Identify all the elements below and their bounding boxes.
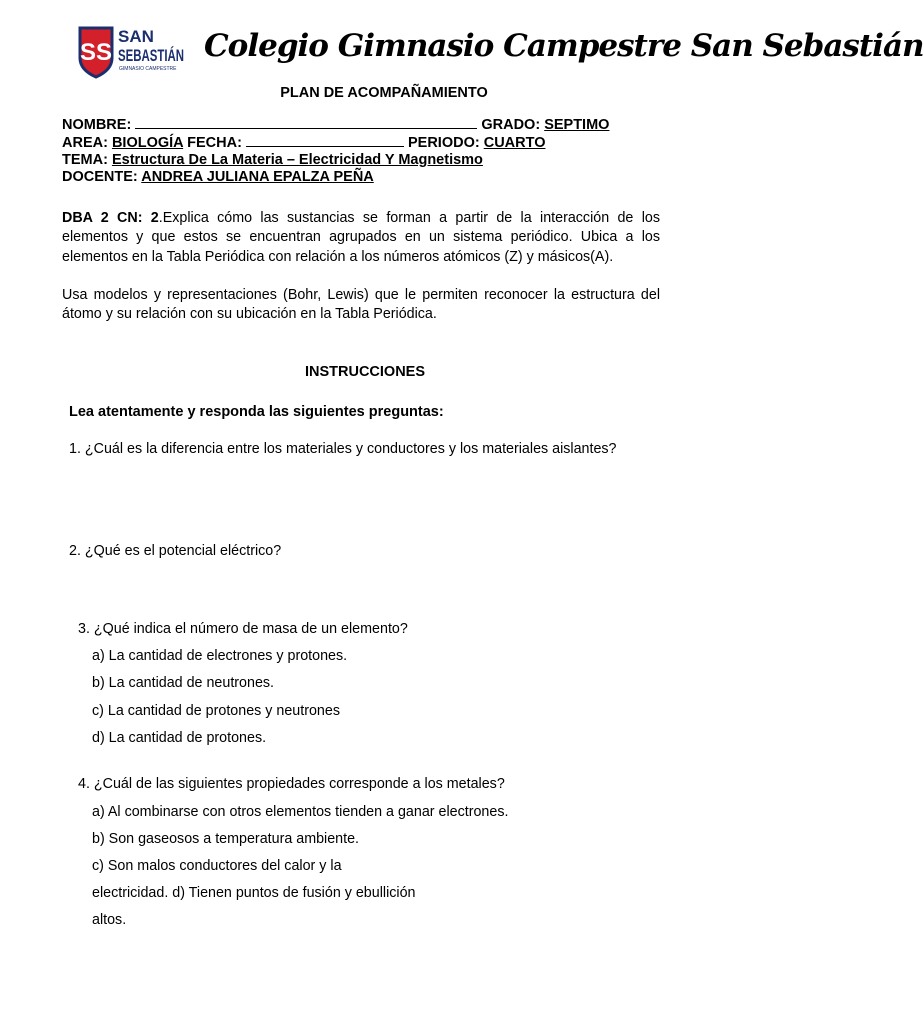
docente-value: ANDREA JULIANA EPALZA PEÑA (141, 169, 374, 185)
question-1: 1. ¿Cuál es la diferencia entre los materiales y conductores y los materiales aislantes? (69, 441, 617, 457)
field-line-docente (62, 168, 374, 186)
field-line-area (62, 133, 545, 152)
question-4-line-1: a) Al combinarse con otros elementos tienden a ganar electrones. (92, 804, 509, 820)
school-crest-icon (76, 24, 186, 80)
question-3-option-b: b) La cantidad de neutrones. (92, 675, 275, 691)
dba-paragraph-2: Usa modelos y representaciones (Bohr, Lewis) que le permiten reconocer la estructura del átomo y su relación con su ubicación en la Tabla Periódica. (62, 287, 660, 323)
periodo-label: PERIODO: (407, 135, 480, 151)
question-4-line-5: altos. (92, 912, 127, 928)
docente-label: DOCENTE: (62, 169, 138, 185)
question-4-line-2: b) Son gaseosos a temperatura ambiente. (92, 831, 360, 847)
area-value: BIOLOGÍA (111, 135, 184, 151)
question-3-option-a: a) La cantidad de electrones y protones. (92, 648, 348, 664)
area-label: AREA: (62, 135, 108, 151)
dba-text-1: .Explica cómo las sustancias se forman a partir de la interacción de los elementos y que estos se encuentran agrupados en un sistema periódico. Ubica a los elementos en la Tabla Periódica con relación a los números atómicos (Z) y másicos(A). (62, 210, 660, 265)
grado-label: GRADO: (481, 117, 541, 133)
dba-label: DBA 2 CN: 2 (62, 210, 159, 226)
instructions-intro: Lea atentamente y responda las siguientes preguntas: (69, 404, 444, 420)
school-name: Colegio Gimnasio Campestre San Sebastián (204, 28, 924, 64)
nombre-blank (135, 115, 477, 129)
document-title: PLAN DE ACOMPAÑAMIENTO (280, 85, 488, 101)
dba-paragraph (62, 209, 660, 267)
periodo-value: CUARTO (483, 135, 546, 151)
question-3: 3. ¿Qué indica el número de masa de un elemento? (78, 621, 408, 637)
nombre-label: NOMBRE: (62, 117, 132, 133)
fecha-label: FECHA: (187, 135, 242, 151)
question-3-option-d: d) La cantidad de protones. (92, 730, 267, 746)
question-4: 4. ¿Cuál de las siguientes propiedades corresponde a los metales? (78, 776, 505, 792)
question-3-option-c: c) La cantidad de protones y neutrones (92, 703, 340, 719)
question-4-line-4: electricidad. d) Tienen puntos de fusión y ebullición (92, 885, 416, 901)
logo-text-line1: SAN (118, 27, 154, 46)
logo-text-line2: SEBASTIÁN (118, 46, 184, 65)
question-2: 2. ¿Qué es el potencial eléctrico? (69, 543, 282, 559)
grado-value: SEPTIMO (544, 117, 610, 133)
field-line-nombre (62, 115, 609, 134)
fecha-blank (246, 133, 404, 147)
instructions-title: INSTRUCCIONES (304, 364, 426, 380)
tema-value: Estructura De La Materia – Electricidad Y Magnetismo (111, 152, 483, 168)
field-line-tema (62, 151, 483, 169)
tema-label: TEMA: (62, 152, 108, 168)
school-logo (76, 24, 186, 80)
logo-monogram: SS (79, 39, 113, 66)
question-4-line-3: c) Son malos conductores del calor y la (92, 858, 342, 874)
logo-text-small: GIMNASIO CAMPESTRE (119, 66, 177, 72)
